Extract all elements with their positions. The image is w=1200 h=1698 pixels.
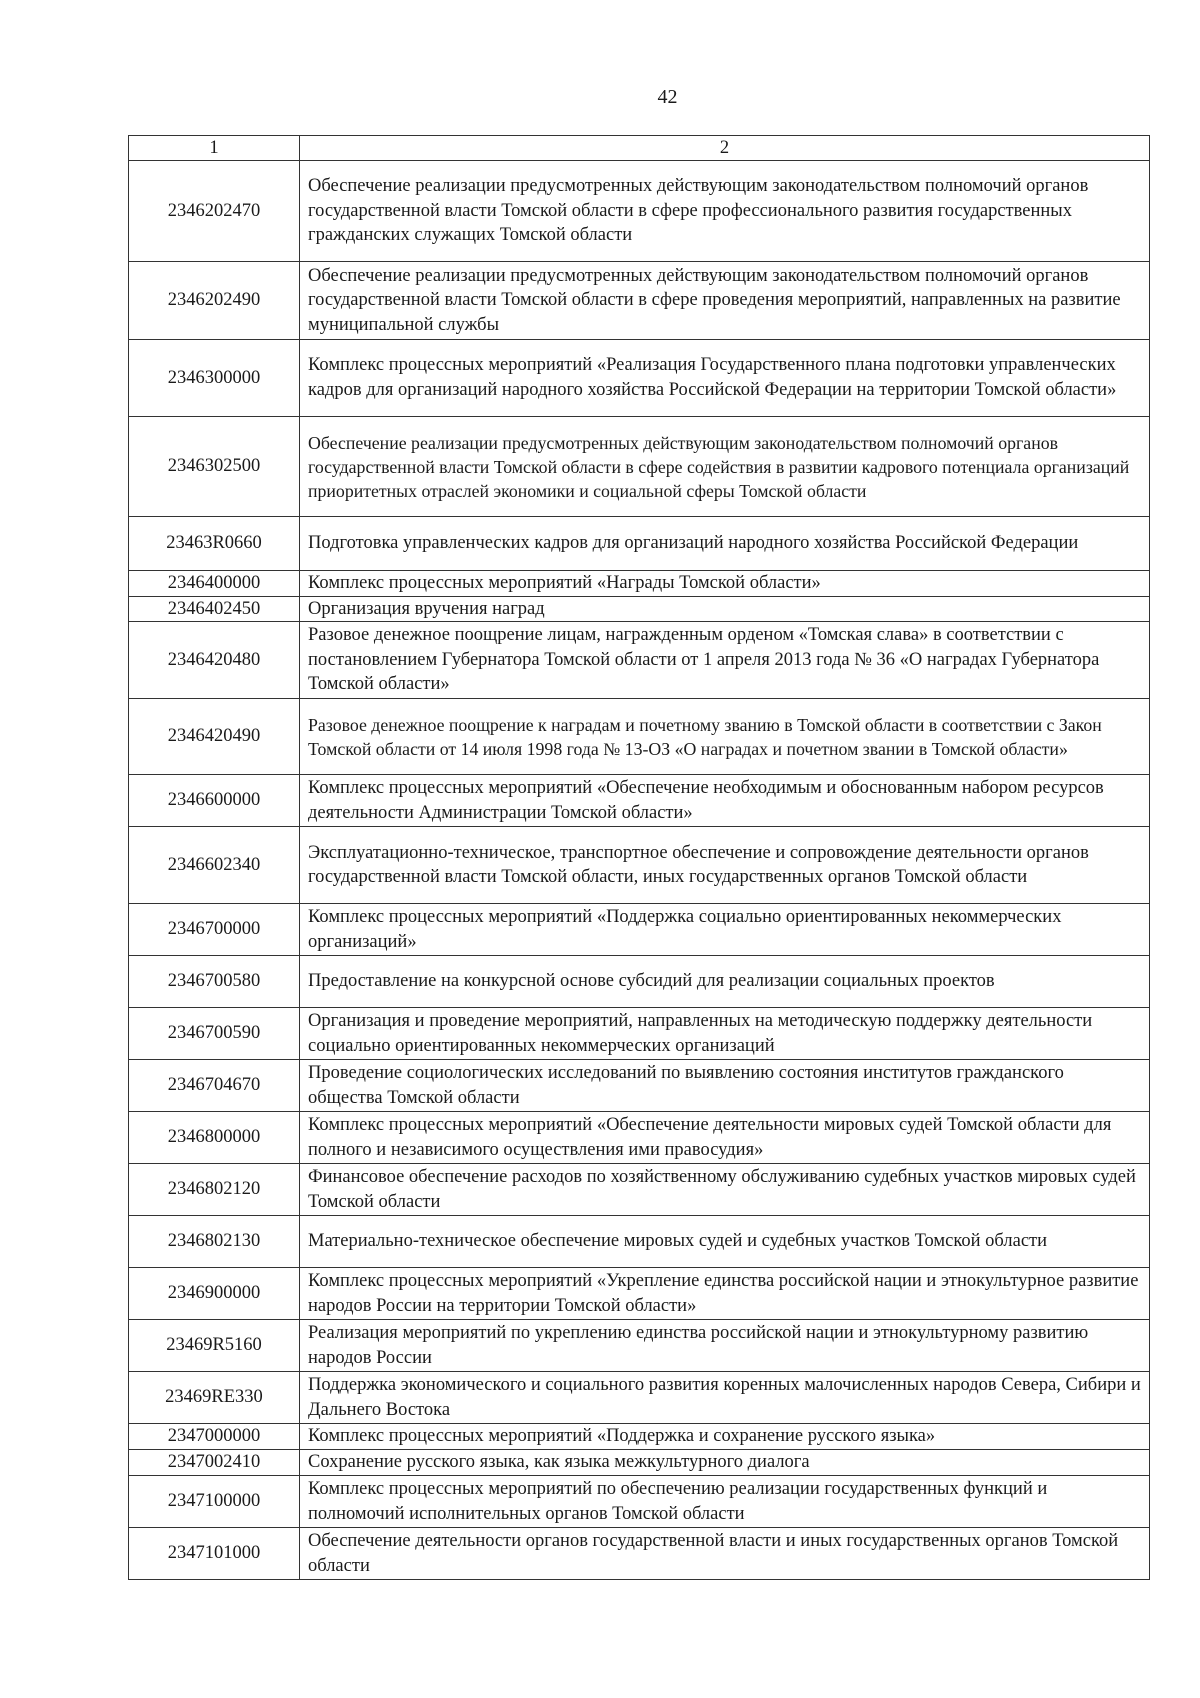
description-cell: Реализация мероприятий по укреплению единства российской нации и этнокультурному развитию народов России xyxy=(300,1320,1150,1372)
description-cell: Поддержка экономического и социального развития коренных малочисленных народов Севера, Сибири и Дальнего Востока xyxy=(300,1372,1150,1424)
code-cell: 23469RE330 xyxy=(129,1372,300,1424)
description-cell: Предоставление на конкурсной основе субсидий для реализации социальных проектов xyxy=(300,956,1150,1008)
code-cell: 2346600000 xyxy=(129,775,300,827)
table-row xyxy=(129,622,1150,699)
table-row xyxy=(129,1320,1150,1372)
description-cell: Организация вручения наград xyxy=(300,596,1150,622)
code-cell: 2346704670 xyxy=(129,1060,300,1112)
table-row xyxy=(129,1164,1150,1216)
table-header-row xyxy=(129,136,1150,161)
code-cell: 2347002410 xyxy=(129,1450,300,1476)
description-cell: Обеспечение деятельности органов государственной власти и иных государственных органов Томской области xyxy=(300,1528,1150,1580)
column-header-code: 1 xyxy=(129,136,300,161)
code-cell: 2346202490 xyxy=(129,262,300,340)
code-cell: 2347100000 xyxy=(129,1476,300,1528)
description-cell: Комплекс процессных мероприятий «Укрепление единства российской нации и этнокультурное развитие народов России на территории Томской области» xyxy=(300,1268,1150,1320)
code-cell: 2346900000 xyxy=(129,1268,300,1320)
table-row xyxy=(129,1372,1150,1424)
table-row xyxy=(129,1216,1150,1268)
code-cell: 2346420490 xyxy=(129,699,300,775)
code-cell: 2347101000 xyxy=(129,1528,300,1580)
code-cell: 2346402450 xyxy=(129,596,300,622)
table-row xyxy=(129,1476,1150,1528)
description-cell: Проведение социологических исследований по выявлению состояния институтов гражданского общества Томской области xyxy=(300,1060,1150,1112)
page-number: 42 xyxy=(657,86,678,108)
description-cell: Комплекс процессных мероприятий «Награды Томской области» xyxy=(300,571,1150,597)
code-cell: 2346420480 xyxy=(129,622,300,699)
description-cell: Разовое денежное поощрение к наградам и почетному званию в Томской области в соответствии с Закон Томской области от 14 июля 1998 года № 13-ОЗ «О наградах и почетном звании в Томской области» xyxy=(300,699,1150,775)
description-cell: Обеспечение реализации предусмотренных действующим законодательством полномочий органов государственной власти Томской области в сфере содействия в развитии кадрового потенциала организаций приоритетных отраслей экономики и социальной сферы Томской области xyxy=(300,417,1150,517)
description-cell: Комплекс процессных мероприятий «Реализация Государственного плана подготовки управленческих кадров для организаций народного хозяйства Российской Федерации на территории Томской области» xyxy=(300,340,1150,417)
description-cell: Комплекс процессных мероприятий по обеспечению реализации государственных функций и полномочий исполнительных органов Томской области xyxy=(300,1476,1150,1528)
table-row xyxy=(129,571,1150,597)
table-row xyxy=(129,1060,1150,1112)
description-cell: Комплекс процессных мероприятий «Поддержка социально ориентированных некоммерческих организаций» xyxy=(300,904,1150,956)
code-cell: 2346602340 xyxy=(129,827,300,904)
description-cell: Материально-техническое обеспечение мировых судей и судебных участков Томской области xyxy=(300,1216,1150,1268)
table-row xyxy=(129,1450,1150,1476)
description-cell: Подготовка управленческих кадров для организаций народного хозяйства Российской Федерации xyxy=(300,517,1150,571)
code-cell: 23469R5160 xyxy=(129,1320,300,1372)
description-cell: Комплекс процессных мероприятий «Обеспечение деятельности мировых судей Томской области для полного и независимого осуществления ими правосудия» xyxy=(300,1112,1150,1164)
code-cell: 2346302500 xyxy=(129,417,300,517)
description-cell: Обеспечение реализации предусмотренных действующим законодательством полномочий органов государственной власти Томской области в сфере проведения мероприятий, направленных на развитие муниципальной службы xyxy=(300,262,1150,340)
table-row xyxy=(129,161,1150,262)
code-cell: 2346800000 xyxy=(129,1112,300,1164)
table-row xyxy=(129,596,1150,622)
description-cell: Финансовое обеспечение расходов по хозяйственному обслуживанию судебных участков мировых судей Томской области xyxy=(300,1164,1150,1216)
code-cell: 2346700000 xyxy=(129,904,300,956)
table-row xyxy=(129,1528,1150,1580)
table-row xyxy=(129,956,1150,1008)
code-cell: 2346700590 xyxy=(129,1008,300,1060)
table-row xyxy=(129,775,1150,827)
description-cell: Комплекс процессных мероприятий «Поддержка и сохранение русского языка» xyxy=(300,1424,1150,1450)
description-cell: Сохранение русского языка, как языка межкультурного диалога xyxy=(300,1450,1150,1476)
description-cell: Комплекс процессных мероприятий «Обеспечение необходимым и обоснованным набором ресурсов деятельности Администрации Томской области» xyxy=(300,775,1150,827)
table-row xyxy=(129,262,1150,340)
table-row xyxy=(129,699,1150,775)
table-row xyxy=(129,1268,1150,1320)
table-row xyxy=(129,1008,1150,1060)
description-cell: Эксплуатационно-техническое, транспортное обеспечение и сопровождение деятельности органов государственной власти Томской области, иных государственных органов Томской области xyxy=(300,827,1150,904)
code-cell: 2346700580 xyxy=(129,956,300,1008)
table-row xyxy=(129,340,1150,417)
table-row xyxy=(129,827,1150,904)
code-cell: 2346802130 xyxy=(129,1216,300,1268)
code-cell: 23463R0660 xyxy=(129,517,300,571)
document-sheet xyxy=(128,135,1149,1580)
code-cell: 2346202470 xyxy=(129,161,300,262)
code-cell: 2346400000 xyxy=(129,571,300,597)
code-cell: 2346802120 xyxy=(129,1164,300,1216)
description-cell: Разовое денежное поощрение лицам, награжденным орденом «Томская слава» в соответствии с постановлением Губернатора Томской области от 1 апреля 2013 года № 36 «О наградах Губернатора Томской области» xyxy=(300,622,1150,699)
description-cell: Обеспечение реализации предусмотренных действующим законодательством полномочий органов государственной власти Томской области в сфере профессионального развития государственных гражданских служащих Томской области xyxy=(300,161,1150,262)
table-row xyxy=(129,1112,1150,1164)
table-row xyxy=(129,904,1150,956)
description-cell: Организация и проведение мероприятий, направленных на методическую поддержку деятельности социально ориентированных некоммерческих организаций xyxy=(300,1008,1150,1060)
column-header-description: 2 xyxy=(300,136,1150,161)
table-row xyxy=(129,417,1150,517)
table-row xyxy=(129,1424,1150,1450)
table-row xyxy=(129,517,1150,571)
code-cell: 2347000000 xyxy=(129,1424,300,1450)
code-cell: 2346300000 xyxy=(129,340,300,417)
budget-code-table xyxy=(128,135,1150,1580)
